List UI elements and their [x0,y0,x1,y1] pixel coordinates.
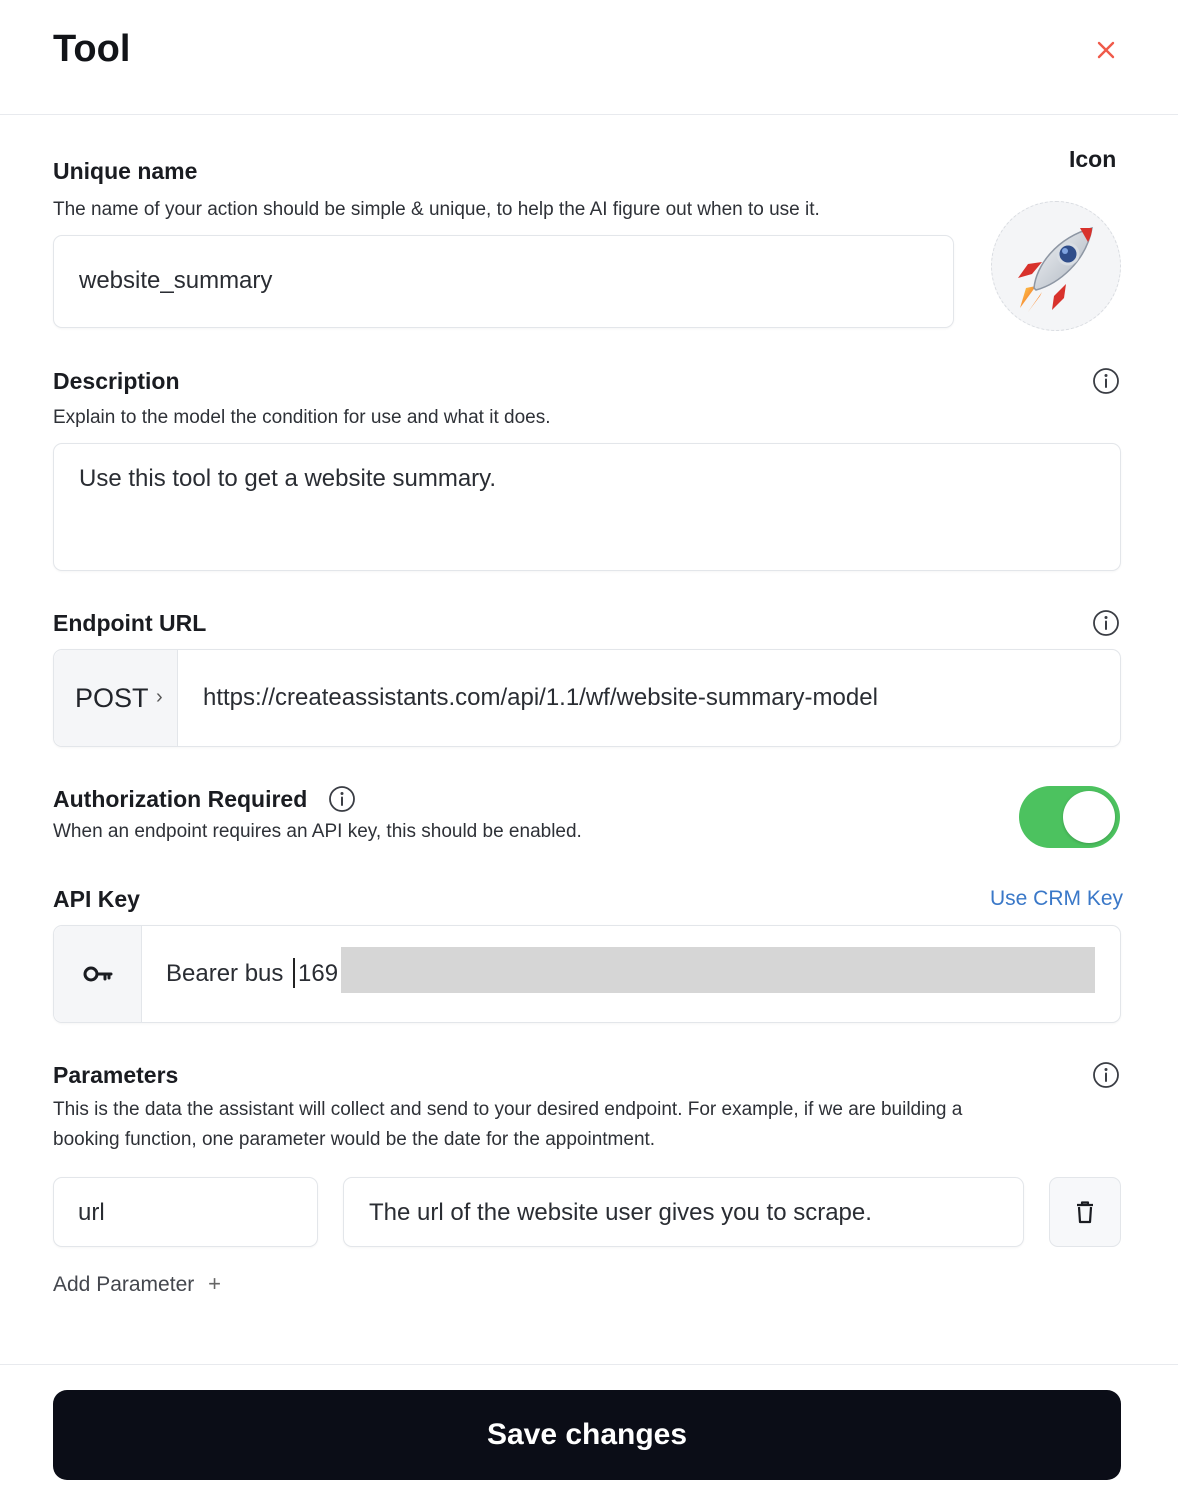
rocket-icon [1006,216,1106,316]
parameter-description-value: The url of the website user gives you to scrape. [369,1199,872,1226]
authorization-toggle[interactable] [1019,786,1120,848]
save-button[interactable]: Save changes [53,1390,1121,1480]
api-key-icon-box [54,926,142,1022]
unique-name-value: website_summary [79,267,273,294]
add-parameter-button[interactable] [53,1271,221,1297]
icon-picker[interactable] [991,201,1121,331]
description-value: Use this tool to get a website summary. [79,465,497,492]
method-selector[interactable] [54,650,178,746]
plus-icon: + [208,1271,221,1296]
description-textarea[interactable] [53,443,1121,571]
icon-label: Icon [1069,146,1117,172]
footer-divider [0,1364,1178,1365]
description-info-icon[interactable] [1092,367,1120,395]
parameters-label: Parameters [53,1062,179,1088]
method-value: POST [75,683,149,713]
api-key-suffix: 169 [298,960,339,987]
authorization-label: Authorization Required [53,786,308,812]
endpoint-url-value: https://createassistants.com/api/1.1/wf/website-summary-model [203,684,878,711]
unique-name-input[interactable] [53,235,954,328]
authorization-description: When an endpoint requires an API key, this should be enabled. [53,821,582,842]
chevron-right-icon: › [156,686,163,708]
close-icon[interactable] [1092,36,1120,64]
unique-name-description: The name of your action should be simple & unique, to help the AI figure out when to use it. [53,199,820,220]
toggle-knob [1063,791,1115,843]
parameter-name-input[interactable] [53,1177,318,1247]
description-label: Description [53,368,180,394]
endpoint-url-input[interactable] [53,649,1121,747]
key-icon [83,964,113,984]
description-help: Explain to the model the condition for use and what it does. [53,407,551,428]
parameter-name-value: url [78,1199,105,1226]
delete-parameter-button[interactable] [1049,1177,1121,1247]
trash-icon [1074,1200,1096,1224]
parameters-description-1: This is the data the assistant will collect and send to your desired endpoint. For example, if we are building a [53,1099,963,1120]
parameters-info-icon[interactable] [1092,1061,1120,1089]
parameter-description-input[interactable] [343,1177,1024,1247]
endpoint-label: Endpoint URL [53,610,207,636]
modal-title: Tool [53,28,131,70]
text-caret [293,958,295,988]
use-crm-key-link[interactable]: Use CRM Key [990,887,1124,910]
modal-header [0,0,1178,115]
unique-name-label: Unique name [53,158,198,184]
api-key-label: API Key [53,886,140,912]
redacted-key [341,947,1095,993]
add-parameter-label: Add Parameter [53,1273,195,1296]
authorization-info-icon[interactable] [328,785,356,813]
endpoint-info-icon[interactable] [1092,609,1120,637]
parameters-description-2: booking function, one parameter would be the date for the appointment. [53,1129,656,1150]
api-key-prefix: Bearer bus [166,960,284,987]
